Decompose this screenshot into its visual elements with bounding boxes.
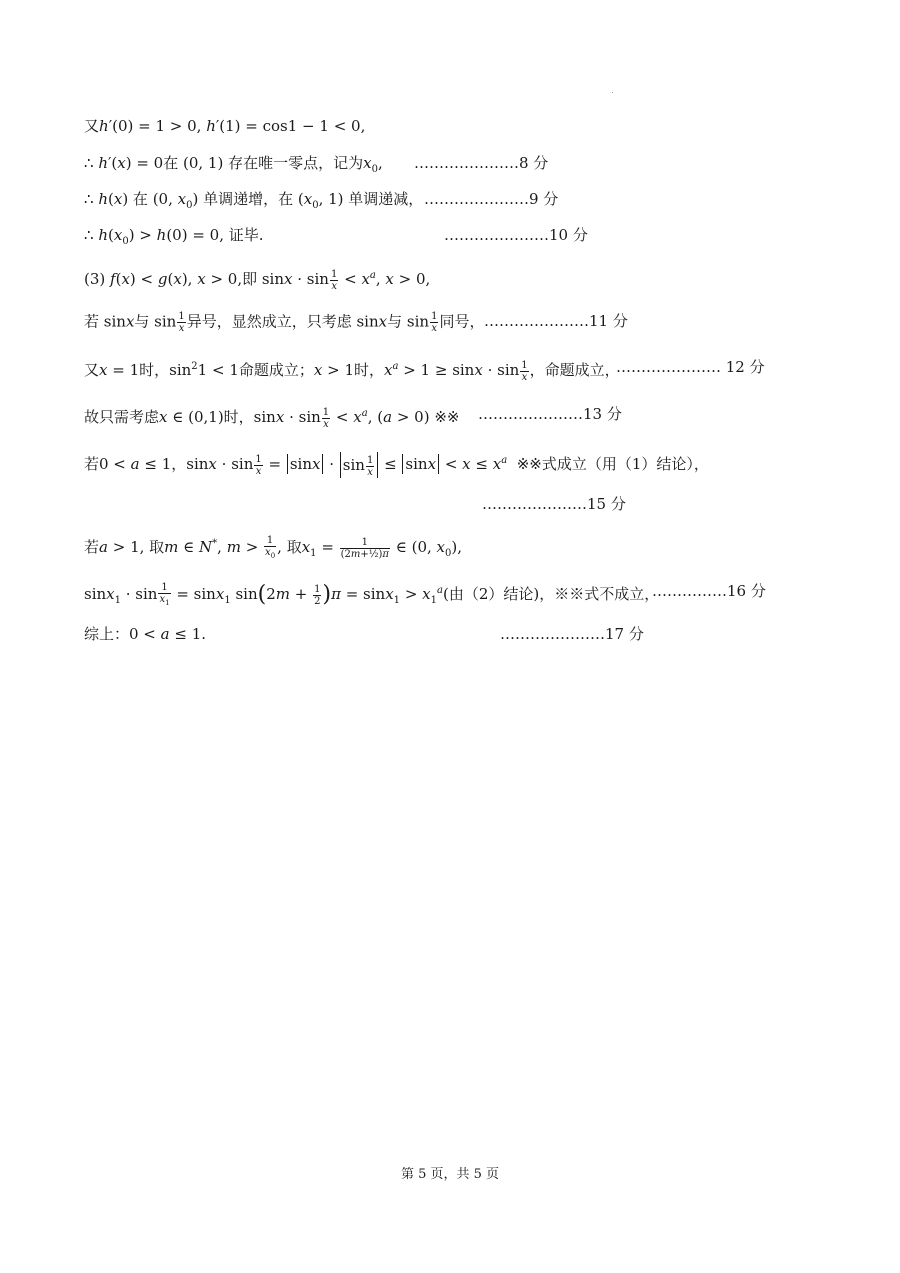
proof-line-3: ∴ h(x) 在 (0, $x_0$) 单调递增，在 ($x_0$, 1) 单调递减， [84,190,424,211]
proof-line-1: 又h′(0) = 1 > 0, h′(1) = cos1 − 1 < 0, [84,117,366,135]
page-footer: 第 5 页，共 5 页 [400,1167,500,1182]
score-15: …………………15 分 [482,495,626,513]
score-17: …………………17 分 [500,625,644,643]
scan-speck [612,92,613,93]
proof-line-11: sinx$_1$ · sin $\frac{1}{x_1}$ = sinx$_1$ sin(2m + $\frac{1}{2}$ )$\pi = \sin x_1 > x_1^a$(由（2）结论)，※※式不成立， [84,581,660,607]
score-8: …………………8 分 [414,154,549,172]
proof-line-2: ∴ h′(x) = 0在 (0, 1) 存在唯一零点，记为$x_0$, [84,154,383,175]
proof-line-8: 故只需考虑x ∈ (0,1)时，sinx · sin $\frac{1}{x}$ < $x^a$, (a > 0) ※※ [84,406,460,430]
score-13: …………………13 分 [478,405,622,423]
proof-line-5: (3) f(x) < g(x), x > 0,即 sinx · sin $\frac{1}{x}$ < $x^a$, x > 0, [84,268,431,292]
proof-line-9: 若0 < a ≤ 1，sinx · sin $\frac{1}{x}$ = sinx · sin $\frac{1}{x}$ ≤ $\sin x < x \le x^a$ ※※式成立（用（1）结论）， [84,453,709,478]
score-16: ……………16 分 [652,582,766,600]
proof-line-4: ∴ $h(x_0) > h(0) = 0$, 证毕. [84,226,264,247]
score-12: ………………… 12 分 [616,358,765,376]
score-9: …………………9 分 [424,190,559,208]
score-10: …………………10 分 [444,226,588,244]
proof-line-7: 又x = 1时，$\sin^21 < 1$命题成立；x > 1时，$x^a > 1 \ge \sin x \cdot \sin$ $\frac{1}{x}$ ，命题成立， [84,359,620,383]
score-11: …………………11 分 [484,312,628,330]
proof-line-6: 若 sinx与 sin $\frac{1}{x}$ 异号，显然成立，只考虑 sinx与 sin $\frac{1}{x}$ 同号， [84,311,485,334]
proof-line-10: 若a > 1, 取m ∈ N*, m > $\frac{1}{x_0}$ , 取$x_1$ = $\frac{1}{\text{(2m+½)π}}$ ∈ (0, $x_0$), [84,534,463,560]
proof-line-12: 综上：0 < a ≤ 1. [84,625,207,643]
